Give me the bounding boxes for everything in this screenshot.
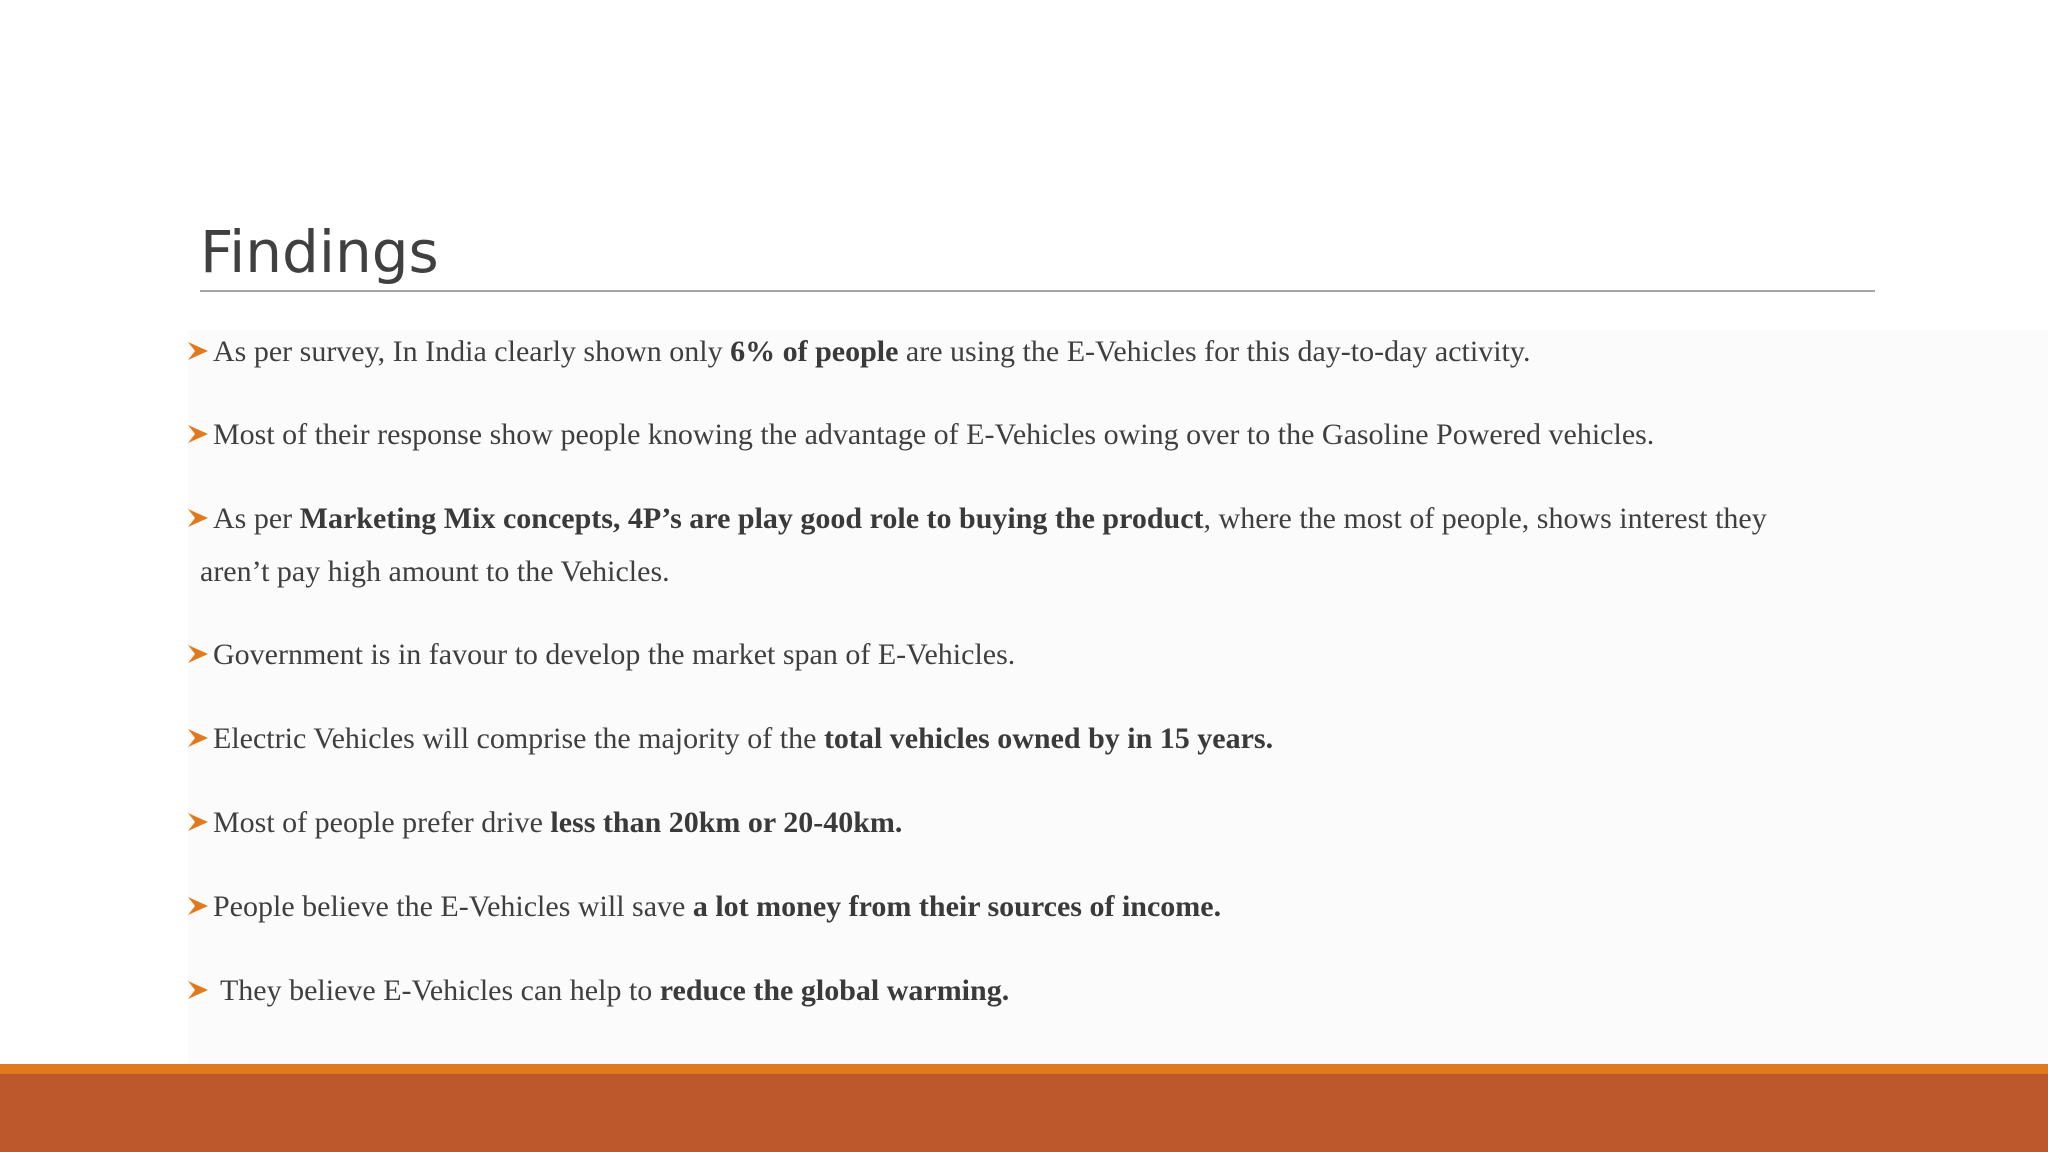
finding-emphasis: a lot money from their sources of income. [692,890,1222,923]
finding-text-end: , where the most of people, shows interest they [1203,502,1767,535]
finding-emphasis: Marketing Mix concepts, 4P’s are play good role to buying the product [299,502,1204,535]
finding-emphasis: less than 20km or 20-40km. [550,806,903,839]
finding-emphasis: 6% of people [730,335,899,368]
arrow-bullet-icon [186,978,210,1002]
finding-item [186,628,1886,681]
finding-emphasis: reduce the global warming. [659,974,1010,1007]
finding-text: Government is in favour to develop the market span of E-Vehicles. [213,638,1016,671]
arrow-bullet-icon [186,506,210,530]
finding-text: They believe E-Vehicles can help to [213,974,660,1007]
finding-text: Most of their response show people knowing the advantage of E-Vehicles owing over to the Gasoline Powered vehicles. [213,418,1655,451]
finding-text: People believe the E-Vehicles will save [213,890,693,923]
arrow-bullet-icon [186,339,210,363]
finding-text: Electric Vehicles will comprise the majority of the [213,722,824,755]
slide-title: Findings [200,218,439,286]
footer-accent-bar [0,1064,2048,1074]
finding-item [186,712,1886,765]
finding-text: As per survey, In India clearly shown only [213,335,731,368]
arrow-bullet-icon [186,642,210,666]
arrow-bullet-icon [186,810,210,834]
finding-item [186,492,1886,598]
footer-bar [0,1074,2048,1152]
finding-item [186,796,1886,849]
title-divider [200,290,1875,292]
finding-emphasis: total vehicles owned by in 15 years. [823,722,1274,755]
finding-text: As per [213,502,300,535]
finding-item [186,325,1886,378]
finding-item [186,408,1886,461]
arrow-bullet-icon [186,422,210,446]
finding-item [186,964,1886,1017]
finding-item [186,880,1886,933]
finding-text: Most of people prefer drive [213,806,551,839]
arrow-bullet-icon [186,726,210,750]
arrow-bullet-icon [186,894,210,918]
finding-text-end: are using the E-Vehicles for this day-to-day activity. [898,335,1531,368]
finding-text-continuation: aren’t pay high amount to the Vehicles. [200,555,670,588]
